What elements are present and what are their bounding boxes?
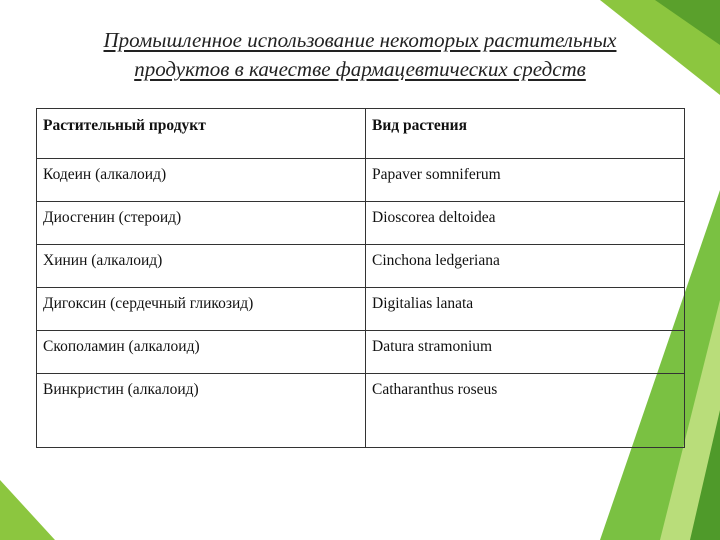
header-plant-product: Растительный продукт [37,109,366,159]
cell-species: Cinchona ledgeriana [366,245,685,288]
table-row [37,159,685,202]
table-row [37,202,685,245]
table-row [37,374,685,448]
header-plant-species: Вид растения [366,109,685,159]
cell-species: Digitalias lanata [366,288,685,331]
table-row [37,288,685,331]
cell-product: Дигоксин (сердечный гликозид) [37,288,366,331]
table-row [37,245,685,288]
cell-product: Скополамин (алкалоид) [37,331,366,374]
table-header-row [37,109,685,159]
title-line-1: Промышленное использование некоторых растительных [103,28,617,52]
table-row [37,331,685,374]
cell-product: Кодеин (алкалоид) [37,159,366,202]
cell-product: Винкристин (алкалоид) [37,374,366,448]
cell-product: Диосгенин (стероид) [37,202,366,245]
title-line-2: продуктов в качестве фармацевтических средств [134,57,586,81]
cell-species: Papaver somniferum [366,159,685,202]
cell-species: Dioscorea deltoidea [366,202,685,245]
products-table [36,108,685,448]
cell-species: Datura stramonium [366,331,685,374]
cell-product: Хинин (алкалоид) [37,245,366,288]
cell-species: Catharanthus roseus [366,374,685,448]
bottom-left-green-triangle [0,480,55,540]
slide-title [40,26,680,84]
